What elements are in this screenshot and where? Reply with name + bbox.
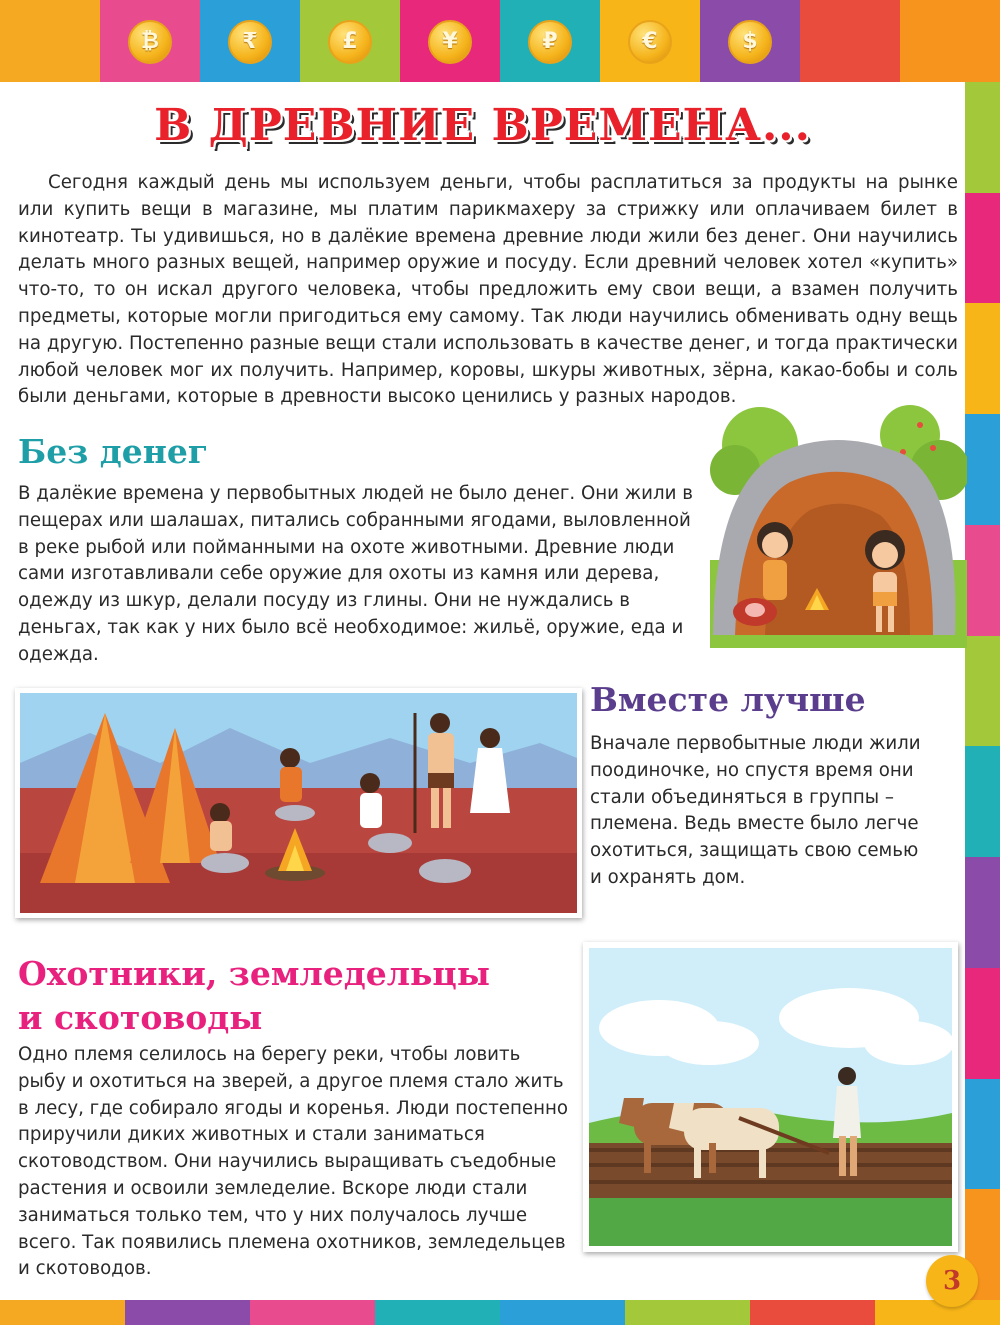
page-title: В ДРЕВНИЕ ВРЕМЕНА... — [154, 100, 811, 151]
stripe-block — [400, 0, 500, 82]
stripe-block — [800, 0, 900, 82]
coin-icon: ₽ — [528, 20, 572, 64]
stripe-block — [965, 82, 1000, 193]
stripe-block — [700, 0, 800, 82]
stripe-block — [100, 0, 200, 82]
stripe-block — [0, 1300, 125, 1325]
stripe-block — [500, 0, 600, 82]
stripe-block — [965, 525, 1000, 636]
text-bez-deneg: В далёкие времена у первобытных людей не было денег. Они жили в пещерах или шалашах, питались собранными ягодами, выловленной в реке рыбой или пойманными на охоте животными. Древние люди сами изготавливали себе оружие для охоты из камня или дерева, одежду из шкур, делали посуду из глины. Они не нуждались в деньгах, так как у них было всё необходимое: жильё, оружие, еда и одежда. — [18, 483, 693, 665]
stripe-block — [965, 636, 1000, 747]
stripe-block — [750, 1300, 875, 1325]
stripe-block — [125, 1300, 250, 1325]
right-color-stripe — [965, 82, 1000, 1300]
stripe-block — [965, 857, 1000, 968]
stripe-block — [965, 746, 1000, 857]
top-color-stripe — [0, 0, 1000, 82]
stripe-block — [200, 0, 300, 82]
heading-bez-deneg: Без денег — [18, 432, 209, 471]
stripe-block — [900, 0, 1000, 82]
coin-icon: ₿ — [128, 20, 172, 64]
heading-ohotniki-line1: Охотники, земледельцы — [18, 954, 490, 993]
coin-icon: £ — [328, 20, 372, 64]
stripe-block — [0, 0, 100, 82]
stripe-block — [965, 1079, 1000, 1190]
tribe-campfire-illustration — [15, 688, 582, 918]
stripe-block — [965, 414, 1000, 525]
stripe-block — [625, 1300, 750, 1325]
stripe-block — [600, 0, 700, 82]
text-ohotniki: Одно племя селилось на берегу реки, чтобы ловить рыбу и охотиться на зверей, а другое племя стало жить в лесу, где собирало ягоды и коренья. Люди постепенно приручили диких животных и стали заниматься скотоводством. Они научились выращивать съедобные растения и освоили земледелие. Вскоре люди стали заниматься только тем, что у них получалось лучше всего. Так появились племена охотников, земледельцев и скотоводов. — [18, 1044, 568, 1280]
bottom-color-stripe — [0, 1300, 1000, 1325]
page-number: 3 — [926, 1255, 978, 1307]
stripe-block — [875, 1300, 1000, 1325]
stripe-block — [500, 1300, 625, 1325]
text-vmeste-luchshe: Вначале первобытные люди жили поодиночке, но спустя время они стали объединяться в группы – племена. Ведь вместе было легче охотиться, защищать свою семью и охранять дом. — [590, 733, 921, 888]
stripe-block — [965, 193, 1000, 304]
intro-paragraph: Сегодня каждый день мы используем деньги, чтобы расплатиться за продукты на рынке или купить вещи в магазине, мы платим парикмахеру за стрижку или оплачиваем билет в кинотеатр. Ты удивишься, но в далёкие времена древние люди жили без денег. Они научились делать много разных вещей, например оружие и посуду. Если древний человек хотел «купить» что-то, то он искал другого человека, чтобы предложить ему свои вещи, а взамен получить предметы, которые могли пригодиться ему самому. Так люди научились обменивать одну вещь на другую. Постепенно разные вещи стали использовать в качестве денег, и тогда практически любой человек мог их получить. Например, коровы, шкуры животных, зёрна, какао-бобы и соль были деньгами, которые в древности высоко ценились у разных народов. — [18, 172, 958, 408]
stripe-block — [965, 968, 1000, 1079]
heading-vmeste-luchshe: Вместе лучше — [590, 680, 866, 719]
stripe-block — [375, 1300, 500, 1325]
ox-plowing-illustration — [583, 942, 958, 1252]
stripe-block — [250, 1300, 375, 1325]
stripe-block — [965, 303, 1000, 414]
coin-icon: € — [628, 20, 672, 64]
stripe-block — [300, 0, 400, 82]
heading-ohotniki — [18, 952, 490, 1040]
coin-icon: ¥ — [428, 20, 472, 64]
cave-family-illustration — [705, 400, 967, 648]
heading-ohotniki-line2: и скотоводы — [18, 998, 263, 1037]
coin-icon: ₹ — [228, 20, 272, 64]
coin-icon: $ — [728, 20, 772, 64]
